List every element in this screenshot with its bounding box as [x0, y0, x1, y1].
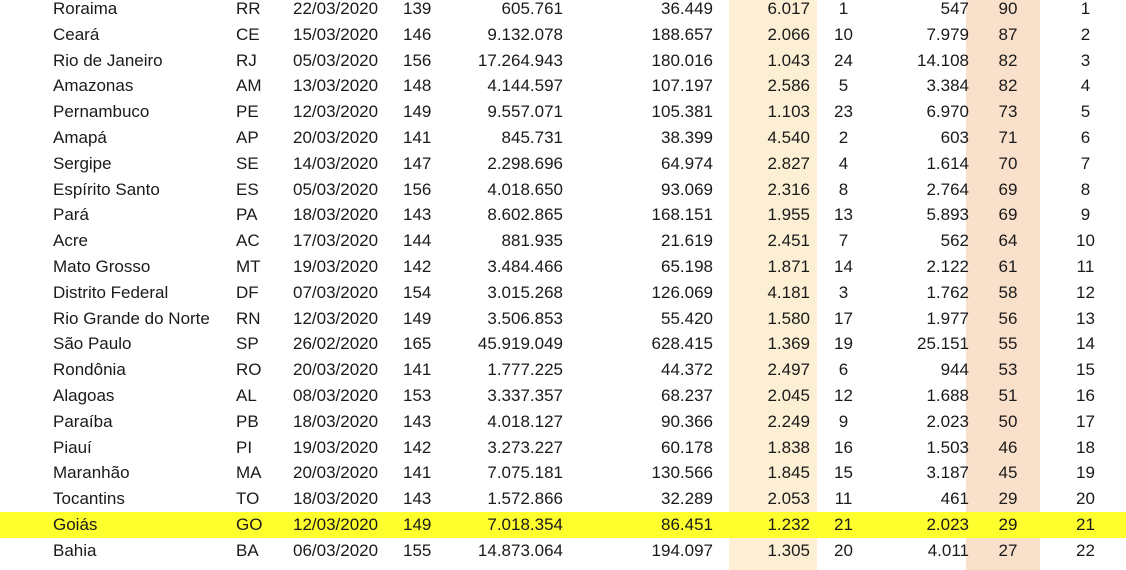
mortality-rank-cell: 8	[1080, 179, 1091, 199]
cases-rank-cell: 8	[838, 179, 849, 199]
cases-per-capita-cell: 1.103	[767, 102, 810, 122]
population-cell: 605.761	[501, 0, 563, 18]
mortality-rank-cell: 10	[1076, 231, 1095, 251]
state-name-cell: Sergipe	[53, 153, 112, 173]
mortality-rank-cell: 13	[1076, 308, 1095, 328]
state-name-cell: Amapá	[53, 127, 107, 147]
deaths-cell: 6.970	[926, 102, 969, 122]
cases-per-capita-cell: 1.845	[767, 463, 810, 483]
population-cell: 881.935	[501, 231, 563, 251]
state-code-cell: RR	[236, 0, 261, 18]
table-row-highlighted	[0, 512, 1126, 538]
days-count-cell: 148	[403, 76, 432, 96]
population-cell: 14.873.064	[477, 540, 563, 560]
first-case-date-cell: 20/03/2020	[293, 463, 379, 483]
first-case-date-cell: 19/03/2020	[293, 256, 379, 276]
days-count-cell: 143	[403, 489, 432, 509]
cases-per-capita-cell: 1.232	[713, 512, 816, 538]
days-count-cell: 149	[403, 308, 432, 328]
cases-rank-cell: 11	[834, 489, 853, 509]
first-case-date-cell: 12/03/2020	[293, 102, 379, 122]
state-name-cell: Mato Grosso	[53, 256, 151, 276]
days-count-cell: 149	[403, 512, 448, 538]
mortality-rate-cell: 55	[998, 334, 1018, 354]
state-code-cell: TO	[236, 489, 260, 509]
days-count-cell: 153	[403, 385, 432, 405]
cases-per-capita-cell: 2.066	[767, 24, 810, 44]
cases-cell: 60.178	[661, 437, 713, 457]
mortality-rank-cell: 4	[1080, 76, 1091, 96]
population-cell: 3.506.853	[487, 308, 563, 328]
state-code-cell: GO	[236, 512, 293, 538]
cases-rank-cell: 15	[834, 463, 853, 483]
state-code-cell: MA	[236, 463, 262, 483]
mortality-rank-cell: 15	[1076, 360, 1095, 380]
mortality-rate-cell: 58	[998, 282, 1018, 302]
population-cell: 45.919.049	[477, 334, 563, 354]
state-name-cell: Alagoas	[53, 385, 115, 405]
table-row	[0, 357, 1126, 383]
cases-cell: 168.151	[651, 205, 713, 225]
mortality-rate-cell: 29	[998, 489, 1018, 509]
mortality-rate-cell: 70	[998, 153, 1018, 173]
cases-cell: 21.619	[661, 231, 713, 251]
first-case-date-cell: 05/03/2020	[293, 179, 379, 199]
population-cell: 7.018.354	[448, 512, 563, 538]
mortality-rank-cell: 20	[1076, 489, 1095, 509]
first-case-date-cell: 15/03/2020	[293, 24, 379, 44]
cases-per-capita-cell: 1.043	[767, 50, 810, 70]
mortality-rate-cell: 87	[998, 24, 1018, 44]
state-name-cell: Rondônia	[53, 360, 126, 380]
first-case-date-cell: 26/02/2020	[293, 334, 379, 354]
deaths-cell: 2.023	[926, 411, 969, 431]
cases-rank-cell: 1	[838, 0, 849, 18]
deaths-cell: 461	[940, 489, 969, 509]
population-cell: 4.144.597	[487, 76, 563, 96]
mortality-rank-cell: 17	[1076, 411, 1095, 431]
cases-per-capita-cell: 1.955	[767, 205, 810, 225]
mortality-rate-cell: 64	[998, 231, 1018, 251]
mortality-rate-cell: 53	[998, 360, 1018, 380]
mortality-rate-cell: 61	[998, 256, 1018, 276]
deaths-cell: 5.893	[926, 205, 969, 225]
cases-cell: 107.197	[651, 76, 713, 96]
state-code-cell: PE	[236, 102, 259, 122]
first-case-date-cell: 06/03/2020	[293, 540, 379, 560]
deaths-cell: 3.384	[926, 76, 969, 96]
cases-rank-cell: 4	[838, 153, 849, 173]
deaths-cell: 1.688	[926, 385, 969, 405]
population-cell: 4.018.127	[487, 411, 563, 431]
state-code-cell: AL	[236, 385, 257, 405]
days-count-cell: 149	[403, 102, 432, 122]
table-row	[0, 0, 1126, 22]
table-row	[0, 99, 1126, 125]
mortality-rank-cell: 3	[1080, 50, 1091, 70]
first-case-date-cell: 08/03/2020	[293, 385, 379, 405]
state-code-cell: AP	[236, 127, 259, 147]
deaths-cell: 1.977	[926, 308, 969, 328]
cases-rank-cell: 6	[838, 360, 849, 380]
deaths-cell: 603	[940, 127, 969, 147]
mortality-rate-cell: 90	[998, 0, 1018, 18]
state-code-cell: AM	[236, 76, 262, 96]
table-row	[0, 409, 1126, 435]
table-row	[0, 177, 1126, 203]
cases-rank-cell: 10	[834, 24, 853, 44]
mortality-rank-cell: 22	[1076, 540, 1095, 560]
days-count-cell: 142	[403, 437, 432, 457]
table-row	[0, 538, 1126, 564]
cases-per-capita-cell: 2.053	[767, 489, 810, 509]
cases-per-capita-cell: 1.580	[767, 308, 810, 328]
mortality-rank-cell: 2	[1080, 24, 1091, 44]
state-code-cell: MT	[236, 256, 261, 276]
population-cell: 3.015.268	[487, 282, 563, 302]
cases-cell: 180.016	[651, 50, 713, 70]
mortality-rate-cell: 45	[998, 463, 1018, 483]
days-count-cell: 141	[403, 360, 432, 380]
days-count-cell: 139	[403, 0, 432, 18]
deaths-cell: 1.762	[926, 282, 969, 302]
state-name-cell: Tocantins	[53, 489, 125, 509]
mortality-rate-cell: 56	[998, 308, 1018, 328]
state-name-cell: Roraima	[53, 0, 118, 18]
state-name-cell: Bahia	[53, 540, 97, 560]
deaths-cell: 25.151	[917, 334, 969, 354]
mortality-rate-cell: 46	[998, 437, 1018, 457]
table-row	[0, 435, 1126, 461]
cases-rank-cell: 21	[816, 512, 871, 538]
days-count-cell: 147	[403, 153, 432, 173]
mortality-rate-cell: 82	[998, 50, 1018, 70]
cases-rank-cell: 9	[838, 411, 849, 431]
cases-rank-cell: 19	[834, 334, 853, 354]
cases-cell: 38.399	[661, 127, 713, 147]
state-code-cell: BA	[236, 540, 259, 560]
days-count-cell: 141	[403, 127, 432, 147]
mortality-rate-cell: 50	[998, 411, 1018, 431]
mortality-rank-cell: 19	[1076, 463, 1095, 483]
table-row	[0, 280, 1126, 306]
state-name-cell: Pernambuco	[53, 102, 150, 122]
days-count-cell: 142	[403, 256, 432, 276]
cases-per-capita-cell: 4.540	[767, 127, 810, 147]
state-code-cell: ES	[236, 179, 259, 199]
deaths-cell: 1.614	[926, 153, 969, 173]
state-code-cell: DF	[236, 282, 259, 302]
cases-cell: 44.372	[661, 360, 713, 380]
state-name-cell: Maranhão	[53, 463, 130, 483]
population-cell: 9.132.078	[487, 24, 563, 44]
days-count-cell: 144	[403, 231, 432, 251]
days-count-cell: 156	[403, 179, 432, 199]
mortality-rate-cell: 82	[998, 76, 1018, 96]
mortality-rank-cell: 12	[1076, 282, 1095, 302]
mortality-rank-cell: 14	[1076, 334, 1095, 354]
first-case-date-cell: 20/03/2020	[293, 360, 379, 380]
state-name-cell: Acre	[53, 231, 88, 251]
first-case-date-cell: 17/03/2020	[293, 231, 379, 251]
mortality-rate-cell: 27	[998, 540, 1018, 560]
deaths-cell: 14.108	[917, 50, 969, 70]
first-case-date-cell: 18/03/2020	[293, 205, 379, 225]
table-row	[0, 73, 1126, 99]
population-cell: 7.075.181	[487, 463, 563, 483]
cases-cell: 65.198	[661, 256, 713, 276]
state-name-cell: Rio de Janeiro	[53, 50, 163, 70]
cases-cell: 126.069	[651, 282, 713, 302]
mortality-rank-cell: 21	[1045, 512, 1126, 538]
cases-rank-cell: 2	[838, 127, 849, 147]
cases-per-capita-cell: 2.316	[767, 179, 810, 199]
state-name-cell: Ceará	[53, 24, 100, 44]
mortality-rate-cell: 71	[998, 127, 1018, 147]
mortality-rank-cell: 18	[1076, 437, 1095, 457]
table-row	[0, 125, 1126, 151]
table-row	[0, 486, 1126, 512]
days-count-cell: 155	[403, 540, 432, 560]
cases-per-capita-cell: 2.497	[767, 360, 810, 380]
mortality-rank-cell: 11	[1076, 256, 1095, 276]
cases-per-capita-cell: 1.305	[767, 540, 810, 560]
cases-cell: 105.381	[651, 102, 713, 122]
cases-rank-cell: 24	[834, 50, 853, 70]
cases-rank-cell: 17	[834, 308, 853, 328]
cases-rank-cell: 7	[838, 231, 849, 251]
state-name-cell: Paraíba	[53, 411, 113, 431]
days-count-cell: 156	[403, 50, 432, 70]
cases-per-capita-cell: 1.838	[767, 437, 810, 457]
state-name-cell: Piauí	[53, 437, 92, 457]
population-cell: 9.557.071	[487, 102, 563, 122]
table-row	[0, 306, 1126, 332]
population-cell: 8.602.865	[487, 205, 563, 225]
cases-rank-cell: 16	[834, 437, 853, 457]
cases-rank-cell: 3	[838, 282, 849, 302]
population-cell: 1.572.866	[487, 489, 563, 509]
days-count-cell: 165	[403, 334, 432, 354]
first-case-date-cell: 18/03/2020	[293, 489, 379, 509]
mortality-rate-cell: 73	[998, 102, 1018, 122]
state-code-cell: PI	[236, 437, 253, 457]
cases-per-capita-cell: 1.871	[767, 256, 810, 276]
deaths-cell: 944	[940, 360, 969, 380]
state-code-cell: CE	[236, 24, 260, 44]
days-count-cell: 143	[403, 411, 432, 431]
cases-cell: 188.657	[651, 24, 713, 44]
mortality-rate-cell: 69	[998, 179, 1018, 199]
population-cell: 3.484.466	[487, 256, 563, 276]
cases-cell: 32.289	[661, 489, 713, 509]
mortality-rate-cell: 29	[971, 512, 1045, 538]
cases-rank-cell: 5	[838, 76, 849, 96]
cases-per-capita-cell: 2.451	[767, 231, 810, 251]
first-case-date-cell: 12/03/2020	[293, 308, 379, 328]
mortality-rank-cell: 16	[1076, 385, 1095, 405]
cases-rank-cell: 12	[834, 385, 853, 405]
first-case-date-cell: 20/03/2020	[293, 127, 379, 147]
state-code-cell: PB	[236, 411, 259, 431]
mortality-rank-cell: 1	[1080, 0, 1091, 18]
table-row	[0, 383, 1126, 409]
cases-cell: 86.451	[563, 512, 713, 538]
mortality-rank-cell: 5	[1080, 102, 1091, 122]
deaths-cell: 562	[940, 231, 969, 251]
state-code-cell: SP	[236, 334, 259, 354]
table-row	[0, 48, 1126, 74]
population-cell: 3.273.227	[487, 437, 563, 457]
table-row	[0, 22, 1126, 48]
mortality-rank-cell: 9	[1080, 205, 1091, 225]
cases-cell: 36.449	[661, 0, 713, 18]
cases-per-capita-cell: 6.017	[767, 0, 810, 18]
deaths-cell: 2.023	[871, 512, 971, 538]
state-name-cell: Rio Grande do Norte	[53, 308, 210, 328]
first-case-date-cell: 14/03/2020	[293, 153, 379, 173]
first-case-date-cell: 19/03/2020	[293, 437, 379, 457]
cases-per-capita-cell: 4.181	[767, 282, 810, 302]
days-count-cell: 154	[403, 282, 432, 302]
cases-per-capita-cell: 1.369	[767, 334, 810, 354]
state-code-cell: RN	[236, 308, 261, 328]
table-row	[0, 460, 1126, 486]
population-cell: 1.777.225	[487, 360, 563, 380]
cases-cell: 64.974	[661, 153, 713, 173]
state-code-cell: RJ	[236, 50, 257, 70]
state-name-cell: Pará	[53, 205, 89, 225]
cases-cell: 93.069	[661, 179, 713, 199]
table-row	[0, 202, 1126, 228]
deaths-cell: 4.011	[927, 540, 969, 560]
deaths-cell: 547	[940, 0, 969, 18]
mortality-rate-cell: 51	[998, 385, 1018, 405]
cases-rank-cell: 14	[834, 256, 853, 276]
state-name-cell: Amazonas	[53, 76, 134, 96]
population-cell: 3.337.357	[487, 385, 563, 405]
table-row	[0, 228, 1126, 254]
state-code-cell: PA	[236, 205, 258, 225]
days-count-cell: 146	[403, 24, 432, 44]
mortality-rank-cell: 6	[1080, 127, 1091, 147]
cases-cell: 130.566	[651, 463, 713, 483]
deaths-cell: 1.503	[926, 437, 969, 457]
table-row	[0, 151, 1126, 177]
state-name-cell: São Paulo	[53, 334, 132, 354]
cases-per-capita-cell: 2.586	[767, 76, 810, 96]
cases-per-capita-cell: 2.045	[767, 385, 810, 405]
cases-cell: 628.415	[651, 334, 713, 354]
first-case-date-cell: 12/03/2020	[293, 512, 403, 538]
cases-rank-cell: 23	[834, 102, 853, 122]
deaths-cell: 7.979	[926, 24, 969, 44]
mortality-rate-cell: 69	[998, 205, 1018, 225]
state-name-cell: Espírito Santo	[53, 179, 160, 199]
table-row	[0, 254, 1126, 280]
population-cell: 2.298.696	[487, 153, 563, 173]
deaths-cell: 2.122	[926, 256, 969, 276]
state-code-cell: SE	[236, 153, 259, 173]
first-case-date-cell: 07/03/2020	[293, 282, 379, 302]
population-cell: 17.264.943	[477, 50, 563, 70]
days-count-cell: 143	[403, 205, 432, 225]
first-case-date-cell: 13/03/2020	[293, 76, 379, 96]
population-cell: 4.018.650	[487, 179, 563, 199]
state-code-cell: RO	[236, 360, 262, 380]
cases-rank-cell: 20	[834, 540, 853, 560]
cases-per-capita-cell: 2.827	[767, 153, 810, 173]
table-row	[0, 331, 1126, 357]
cases-cell: 194.097	[651, 540, 713, 560]
first-case-date-cell: 18/03/2020	[293, 411, 379, 431]
days-count-cell: 141	[403, 463, 432, 483]
cases-cell: 55.420	[661, 308, 713, 328]
first-case-date-cell: 05/03/2020	[293, 50, 379, 70]
cases-cell: 90.366	[661, 411, 713, 431]
state-name-cell: Goiás	[0, 512, 236, 538]
cases-rank-cell: 13	[834, 205, 853, 225]
first-case-date-cell: 22/03/2020	[293, 0, 379, 18]
cases-per-capita-cell: 2.249	[767, 411, 810, 431]
deaths-cell: 2.764	[926, 179, 969, 199]
cases-cell: 68.237	[661, 385, 713, 405]
state-code-cell: AC	[236, 231, 260, 251]
mortality-rank-cell: 7	[1080, 153, 1091, 173]
state-name-cell: Distrito Federal	[53, 282, 169, 302]
population-cell: 845.731	[501, 127, 563, 147]
deaths-cell: 3.187	[926, 463, 969, 483]
